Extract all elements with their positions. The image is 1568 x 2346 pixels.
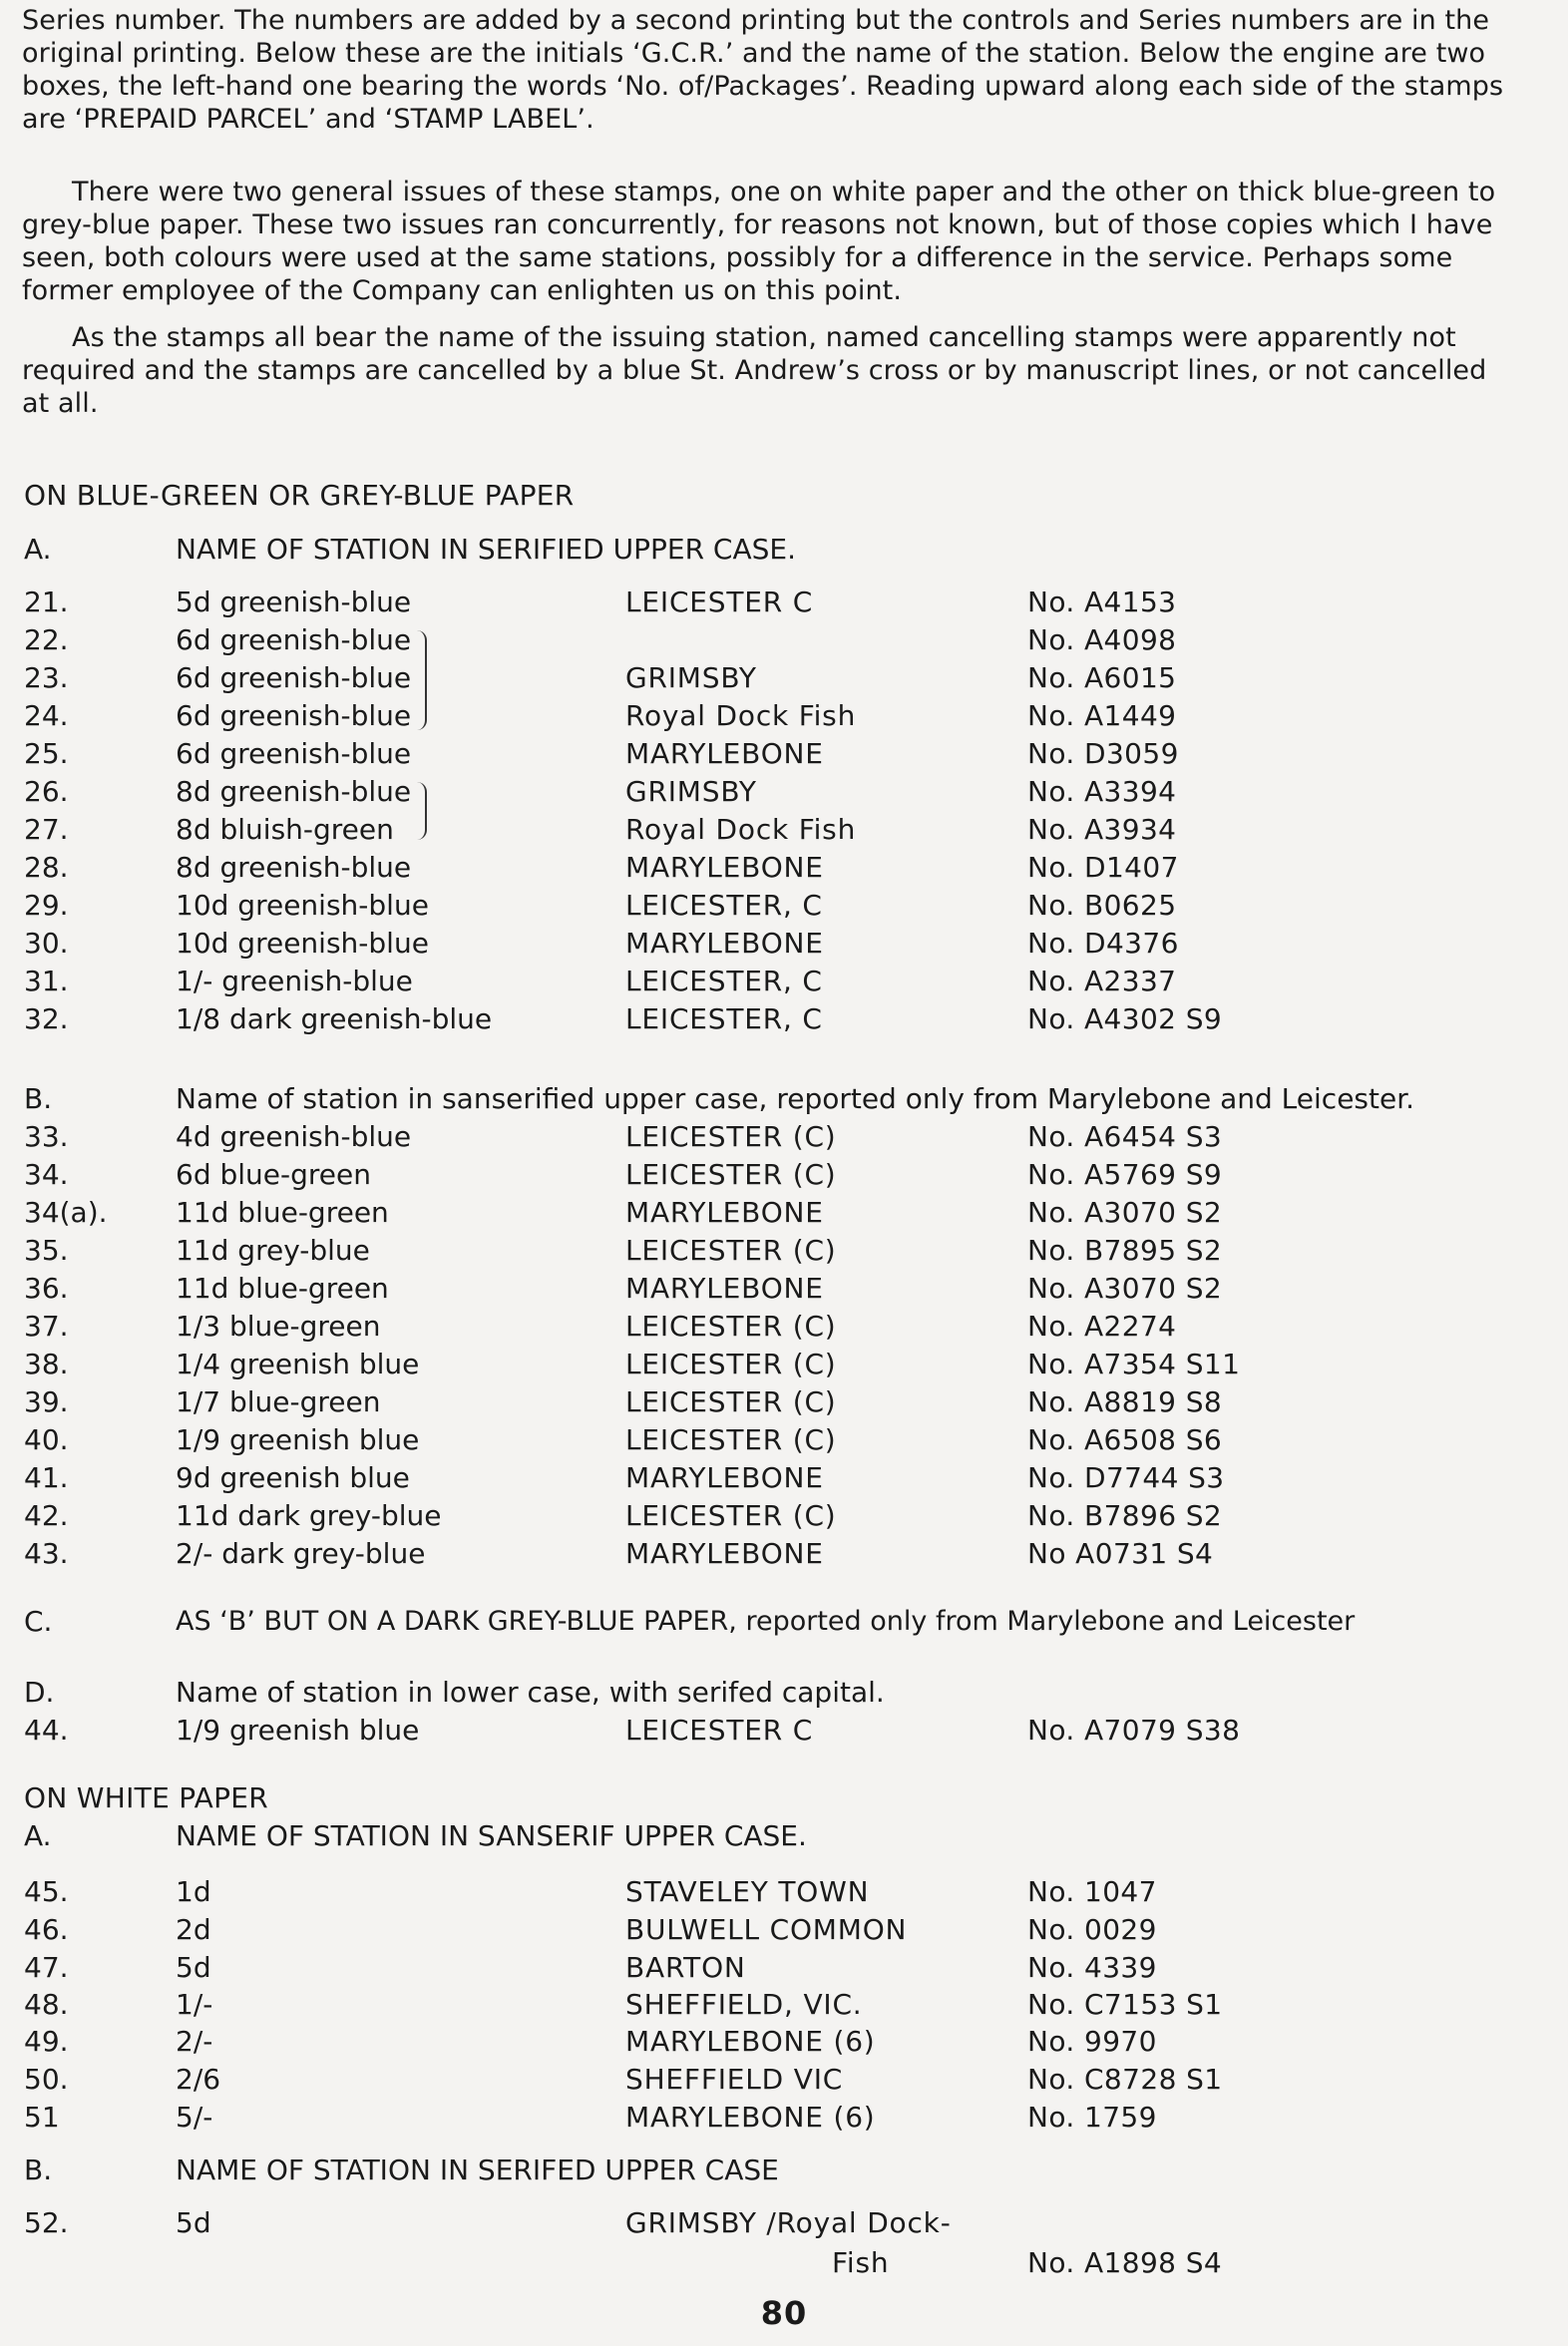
heading-white-paper: ON WHITE PAPER	[24, 1781, 269, 1814]
table-row	[0, 621, 1568, 659]
row-value: 8d greenish-blue	[176, 851, 412, 884]
table-row	[0, 1459, 1568, 1497]
row-number: 45.	[24, 1875, 69, 1908]
section-title: NAME OF STATION IN SERIFIED UPPER CASE.	[176, 533, 797, 566]
row-control-number: No. C7153 S1	[1027, 1988, 1223, 2021]
row-value: 10d greenish-blue	[176, 927, 429, 960]
row-station: LEICESTER, C	[625, 889, 823, 922]
row-station: BULWELL COMMON	[625, 1913, 908, 1946]
row-control-number: No. A4153	[1027, 586, 1177, 618]
table-row	[0, 1712, 1568, 1750]
row-number: 47.	[24, 1951, 69, 1984]
section-b-header	[0, 2151, 1568, 2189]
row-station: LEICESTER (C)	[625, 1385, 837, 1418]
row-station: GRIMSBY	[625, 775, 757, 808]
row-control-number: No. A7079 S38	[1027, 1714, 1241, 1747]
section-title: Name of station in lower case, with serifed capital.	[176, 1676, 885, 1709]
row-value: 2/- dark grey-blue	[176, 1537, 426, 1570]
row-value: 2/6	[176, 2063, 221, 2096]
table-row	[0, 1535, 1568, 1573]
section-title: AS ‘B’ BUT ON A DARK GREY-BLUE PAPER, reported only from Marylebone and Leicester	[176, 1606, 1356, 1637]
row-station-continuation: Fish	[832, 2246, 890, 2279]
table-row	[0, 1000, 1568, 1038]
section-letter: D.	[24, 1676, 55, 1709]
row-number: 24.	[24, 699, 69, 732]
row-control-number: No. A5769 S9	[1027, 1158, 1223, 1191]
table-row	[0, 773, 1568, 811]
row-value: 8d bluish-green	[176, 813, 394, 846]
row-station: MARYLEBONE	[625, 737, 824, 770]
row-number: 36.	[24, 1272, 69, 1305]
row-control-number: No. A1449	[1027, 699, 1177, 732]
table-row	[0, 1232, 1568, 1270]
row-value: 1d	[176, 1875, 211, 1908]
row-station: LEICESTER (C)	[625, 1234, 837, 1267]
table-row	[0, 1873, 1568, 1911]
row-number: 42.	[24, 1499, 69, 1532]
paragraph-cancellations: As the stamps all bear the name of the issuing station, named cancelling stamps were apparently not required and the stamps are cancelled by a blue St. Andrew’s cross or by manuscript lines, or not cancelled at all.	[22, 322, 1487, 419]
row-control-number: No. B0625	[1027, 889, 1177, 922]
row-station: LEICESTER (C)	[625, 1120, 837, 1153]
row-value: 6d greenish-blue	[176, 737, 412, 770]
row-station: LEICESTER, C	[625, 965, 823, 997]
row-value: 11d grey-blue	[176, 1234, 370, 1267]
row-value: 1/- greenish-blue	[176, 965, 413, 997]
row-control-number: No. A3070 S2	[1027, 1196, 1223, 1229]
row-station: LEICESTER C	[625, 1714, 814, 1747]
paragraph-intro: Series number. The numbers are added by a second printing but the controls and Series numbers are in the original printing. Below these are the initials ‘G.C.R.’ and the name of the station. Below the engine are two boxes, the left-hand one bearing the words ‘No. of/Packages’. Reading upward along each side of the stamps are ‘PREPAID PARCEL’ and ‘STAMP LABEL’.	[22, 5, 1504, 135]
table-row	[0, 925, 1568, 963]
row-control-number: No. A4302 S9	[1027, 1002, 1223, 1035]
row-number: 33.	[24, 1120, 69, 1153]
row-station: STAVELEY TOWN	[625, 1875, 870, 1908]
row-station: MARYLEBONE (6)	[625, 2025, 876, 2058]
row-value: 9d greenish blue	[176, 1461, 410, 1494]
row-control-number: No. 4339	[1027, 1951, 1157, 1984]
section-title: NAME OF STATION IN SANSERIF UPPER CASE.	[176, 1819, 807, 1852]
section-a-header	[0, 531, 1568, 569]
table-row	[0, 2204, 1568, 2242]
row-control-number: No. B7896 S2	[1027, 1499, 1223, 1532]
table-row	[0, 849, 1568, 887]
row-number: 51	[24, 2101, 60, 2134]
row-station: MARYLEBONE	[625, 1461, 824, 1494]
table-row	[0, 1911, 1568, 1949]
row-value: 5d	[176, 1951, 211, 1984]
row-number: 28.	[24, 851, 69, 884]
row-value: 1/9 greenish blue	[176, 1423, 420, 1456]
table-row	[0, 659, 1568, 697]
row-value: 11d blue-green	[176, 1272, 389, 1305]
row-control-number: No. D3059	[1027, 737, 1179, 770]
row-number: 32.	[24, 1002, 69, 1035]
table-row	[0, 1383, 1568, 1421]
row-value: 5d	[176, 2206, 211, 2239]
table-row	[0, 735, 1568, 773]
row-control-number: No. 0029	[1027, 1913, 1157, 1946]
row-station: MARYLEBONE	[625, 1196, 824, 1229]
row-control-number: No A0731 S4	[1027, 1537, 1214, 1570]
table-row-continuation	[0, 2244, 1568, 2282]
row-station: SHEFFIELD VIC	[625, 2063, 844, 2096]
table-row	[0, 1346, 1568, 1383]
section-letter: B.	[24, 1082, 53, 1115]
page-number: 80	[760, 2294, 808, 2332]
row-control-number: No. D4376	[1027, 927, 1179, 960]
row-control-number: No. 1759	[1027, 2101, 1157, 2134]
row-value: 6d blue-green	[176, 1158, 371, 1191]
row-number: 39.	[24, 1385, 69, 1418]
section-c-header	[0, 1603, 1568, 1641]
section-letter: A.	[24, 533, 52, 566]
section-a-header	[0, 1817, 1568, 1855]
row-control-number: No. D7744 S3	[1027, 1461, 1225, 1494]
table-row	[0, 2099, 1568, 2137]
row-value: 2/-	[176, 2025, 213, 2058]
row-station: LEICESTER C	[625, 586, 814, 618]
row-number: 49.	[24, 2025, 69, 2058]
row-control-number: No. A6015	[1027, 661, 1177, 694]
row-station: LEICESTER (C)	[625, 1310, 837, 1343]
row-station: GRIMSBY /Royal Dock-	[625, 2206, 952, 2239]
table-row	[0, 2023, 1568, 2061]
row-station: SHEFFIELD, VIC.	[625, 1988, 863, 2021]
row-number: 35.	[24, 1234, 69, 1267]
section-title: NAME OF STATION IN SERIFED UPPER CASE	[176, 2153, 779, 2186]
row-station: MARYLEBONE	[625, 1537, 824, 1570]
section-b-header	[0, 1080, 1568, 1118]
row-station: BARTON	[625, 1951, 746, 1984]
row-value: 6d greenish-blue	[176, 699, 412, 732]
row-control-number: No. A2274	[1027, 1310, 1177, 1343]
section-d-header	[0, 1674, 1568, 1712]
row-station: MARYLEBONE	[625, 851, 824, 884]
row-number: 46.	[24, 1913, 69, 1946]
row-station: LEICESTER (C)	[625, 1348, 837, 1380]
heading-blue-green-paper: ON BLUE-GREEN OR GREY-BLUE PAPER	[24, 479, 575, 512]
row-number: 34.	[24, 1158, 69, 1191]
table-row	[0, 1270, 1568, 1308]
table-row	[0, 1156, 1568, 1194]
row-value: 1/8 dark greenish-blue	[176, 1002, 493, 1035]
row-number: 41.	[24, 1461, 69, 1494]
row-value: 1/4 greenish blue	[176, 1348, 420, 1380]
table-row	[0, 1986, 1568, 2024]
row-value: 8d greenish-blue	[176, 775, 412, 808]
row-control-number: No. C8728 S1	[1027, 2063, 1223, 2096]
row-number: 34(a).	[24, 1196, 108, 1229]
row-control-number: No. A7354 S11	[1027, 1348, 1241, 1380]
row-station: MARYLEBONE	[625, 1272, 824, 1305]
row-number: 50.	[24, 2063, 69, 2096]
row-control-number: No. 9970	[1027, 2025, 1157, 2058]
row-station: LEICESTER (C)	[625, 1423, 837, 1456]
row-value: 6d greenish-blue	[176, 661, 412, 694]
row-number: 52.	[24, 2206, 69, 2239]
row-number: 37.	[24, 1310, 69, 1343]
section-letter: A.	[24, 1819, 52, 1852]
row-station: MARYLEBONE (6)	[625, 2101, 876, 2134]
row-control-number: No. A2337	[1027, 965, 1177, 997]
row-control-number: No. B7895 S2	[1027, 1234, 1223, 1267]
row-number: 27.	[24, 813, 69, 846]
table-row	[0, 1194, 1568, 1232]
row-number: 48.	[24, 1988, 69, 2021]
row-value: 1/7 blue-green	[176, 1385, 381, 1418]
section-title: Name of station in sanserified upper case, reported only from Marylebone and Leicester.	[176, 1082, 1415, 1115]
paragraph-general-issues: There were two general issues of these stamps, one on white paper and the other on thick blue-green to grey-blue paper. These two issues ran concurrently, for reasons not known, but of those copies which I have seen, both colours were used at the same stations, possibly for a difference in the service. Perhaps some former employee of the Company can enlighten us on this point.	[22, 177, 1496, 306]
row-number: 26.	[24, 775, 69, 808]
bracket-mark	[411, 630, 427, 730]
row-station: LEICESTER (C)	[625, 1158, 837, 1191]
row-number: 21.	[24, 586, 69, 618]
row-station: MARYLEBONE	[625, 927, 824, 960]
table-row	[0, 1949, 1568, 1987]
section-letter: B.	[24, 2153, 53, 2186]
row-station: Royal Dock Fish	[625, 699, 857, 732]
row-value: 10d greenish-blue	[176, 889, 429, 922]
row-station: LEICESTER, C	[625, 1002, 823, 1035]
table-row	[0, 2061, 1568, 2099]
row-number: 23.	[24, 661, 69, 694]
row-number: 43.	[24, 1537, 69, 1570]
table-row	[0, 1421, 1568, 1459]
row-number: 25.	[24, 737, 69, 770]
table-row	[0, 584, 1568, 621]
row-station: Royal Dock Fish	[625, 813, 857, 846]
row-value: 1/3 blue-green	[176, 1310, 381, 1343]
table-row	[0, 1308, 1568, 1346]
row-control-number: No. A4098	[1027, 623, 1177, 656]
row-control-number: No. A1898 S4	[1027, 2246, 1223, 2279]
row-number: 30.	[24, 927, 69, 960]
row-control-number: No. A3394	[1027, 775, 1177, 808]
row-value: 11d blue-green	[176, 1196, 389, 1229]
row-value: 5d greenish-blue	[176, 586, 412, 618]
row-value: 2d	[176, 1913, 211, 1946]
row-control-number: No. A8819 S8	[1027, 1385, 1223, 1418]
row-control-number: No. A3934	[1027, 813, 1177, 846]
table-row	[0, 697, 1568, 735]
row-control-number: No. A3070 S2	[1027, 1272, 1223, 1305]
row-station: LEICESTER (C)	[625, 1499, 837, 1532]
row-value: 1/9 greenish blue	[176, 1714, 420, 1747]
row-control-number: No. D1407	[1027, 851, 1179, 884]
row-station: GRIMSBY	[625, 661, 757, 694]
row-number: 40.	[24, 1423, 69, 1456]
row-value: 4d greenish-blue	[176, 1120, 412, 1153]
row-number: 31.	[24, 965, 69, 997]
row-value: 11d dark grey-blue	[176, 1499, 442, 1532]
bracket-mark	[411, 782, 427, 840]
row-value: 6d greenish-blue	[176, 623, 412, 656]
section-letter: C.	[24, 1605, 53, 1638]
row-control-number: No. 1047	[1027, 1875, 1157, 1908]
row-number: 38.	[24, 1348, 69, 1380]
row-value: 5/-	[176, 2101, 213, 2134]
row-number: 22.	[24, 623, 69, 656]
row-control-number: No. A6454 S3	[1027, 1120, 1223, 1153]
table-row	[0, 1118, 1568, 1156]
table-row	[0, 963, 1568, 1000]
table-row	[0, 887, 1568, 925]
row-number: 29.	[24, 889, 69, 922]
table-row	[0, 811, 1568, 849]
row-value: 1/-	[176, 1988, 213, 2021]
table-row	[0, 1497, 1568, 1535]
row-number: 44.	[24, 1714, 69, 1747]
row-control-number: No. A6508 S6	[1027, 1423, 1223, 1456]
